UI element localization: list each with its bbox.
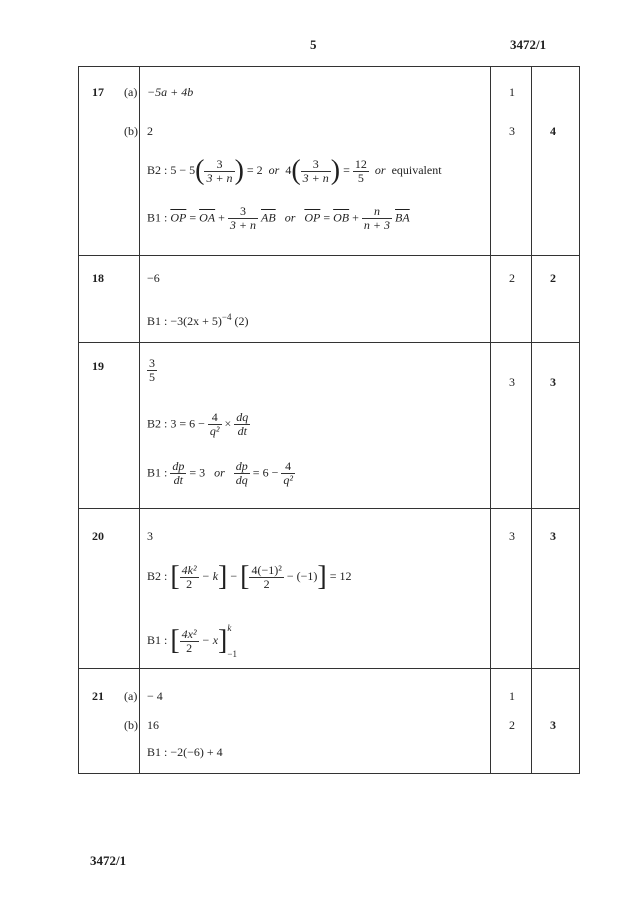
part-label: (a) xyxy=(124,85,138,99)
row-divider xyxy=(79,508,579,509)
paper-code-header: 3472/1 xyxy=(510,37,547,52)
bracket-left: [ xyxy=(170,625,180,656)
fraction xyxy=(281,460,295,487)
numerator: dp xyxy=(172,459,185,473)
numerator: 4x² xyxy=(181,626,197,641)
sub-mark: 2 xyxy=(509,718,515,732)
vector: $\overline{OA}$ xyxy=(199,210,216,225)
working-b1-20 xyxy=(147,615,237,667)
denominator: 2 xyxy=(263,576,270,591)
answer-21a: − 4 xyxy=(147,689,163,703)
paper-code-footer: 3472/1 xyxy=(90,853,127,868)
denominator: 2 xyxy=(186,576,193,591)
sub-mark: 3 xyxy=(509,124,515,138)
fraction xyxy=(249,564,283,591)
denominator: dq xyxy=(235,473,248,487)
answer-21b: 16 xyxy=(147,718,159,732)
expression: − (−1) xyxy=(286,568,318,583)
total-mark: 2 xyxy=(550,271,556,285)
paren-left: ( xyxy=(195,155,205,186)
fraction xyxy=(353,158,369,185)
numerator: 4 xyxy=(281,460,295,474)
vector: $\overline{OP}$ xyxy=(304,210,321,225)
numerator: 4(−1)² xyxy=(251,562,282,577)
paren-right: ) xyxy=(330,155,341,186)
times-sign: × xyxy=(224,416,232,431)
answer-17b: 2 xyxy=(147,124,153,138)
working-b1-17: B1 : $\overline{OP} = \overline{OA}$ + $\frac{3}{3 + n}$ $\overline{AB}$ or $\overline{OP} = \overline{OB}$ + $\frac{n}{n + 3}$ $\overline{BA}$ xyxy=(147,204,410,232)
question-number: 17 xyxy=(92,85,104,99)
numerator: 3 xyxy=(301,158,331,172)
expression: −3(2x + 5) xyxy=(170,314,222,328)
fraction xyxy=(228,205,258,232)
denominator: q² xyxy=(209,424,220,438)
denominator: 2 xyxy=(186,640,193,655)
numerator: n xyxy=(362,205,392,219)
denominator: 3 + n xyxy=(229,218,257,232)
expression: 3 = 6 − xyxy=(170,416,205,431)
vector: $\overline{AB}$ xyxy=(261,210,276,225)
expression: 4 xyxy=(285,162,292,177)
working-b2-17: B2 : 5 − 5( $\frac{3}{3 + n}$ ) = 2 or 4( $\frac{3}{3 + n}$ ) = $\frac{12}{5}$ or equivalent xyxy=(147,155,442,186)
numerator: 3 xyxy=(204,158,234,172)
denominator: dt xyxy=(237,424,247,438)
total-mark: 3 xyxy=(550,529,556,543)
working-b2-19 xyxy=(147,411,250,438)
denominator: q² xyxy=(283,473,293,487)
or-word: or xyxy=(374,162,386,177)
vector: $\overline{OB}$ xyxy=(333,210,350,225)
row-divider xyxy=(79,668,579,669)
expression: 5 − 5 xyxy=(170,162,196,177)
paren-left: ( xyxy=(291,155,301,186)
fraction xyxy=(170,460,186,487)
denominator: 3 + n xyxy=(302,170,329,185)
expression: = 2 xyxy=(246,162,263,177)
fraction xyxy=(234,460,250,487)
sub-mark: 1 xyxy=(509,689,515,703)
question-number: 18 xyxy=(92,271,104,285)
numerator: dq xyxy=(236,410,249,424)
fraction xyxy=(147,357,157,384)
bracket-right: ] xyxy=(317,561,327,592)
or-word: or xyxy=(284,210,296,225)
bracket-left: [ xyxy=(240,561,250,592)
working-b1-21 xyxy=(147,745,223,760)
numerator: 12 xyxy=(354,156,367,171)
exponent: −4 xyxy=(221,312,232,322)
denominator: dt xyxy=(173,473,184,487)
method-label: B2 : xyxy=(147,416,168,431)
numerator: 3 xyxy=(228,205,258,219)
method-label: B1 : xyxy=(147,314,168,328)
fraction xyxy=(180,564,199,591)
question-number: 19 xyxy=(92,359,104,373)
method-label: B1 : xyxy=(147,465,168,480)
marking-scheme-table xyxy=(78,66,580,774)
upper-limit: k xyxy=(227,623,232,633)
vector: $\overline{BA}$ xyxy=(395,210,410,225)
fraction xyxy=(180,628,199,655)
total-mark: 3 xyxy=(550,718,556,732)
expression: (2) xyxy=(234,314,249,328)
row-divider xyxy=(79,255,579,256)
fraction xyxy=(204,158,234,185)
sub-mark: 3 xyxy=(509,375,515,389)
part-label: (a) xyxy=(124,689,138,703)
total-mark: 3 xyxy=(550,375,556,389)
part-label: (b) xyxy=(124,124,138,138)
fraction xyxy=(208,411,222,438)
limits xyxy=(227,615,237,667)
answer-20: 3 xyxy=(147,529,153,543)
bracket-left: [ xyxy=(170,561,180,592)
question-number: 20 xyxy=(92,529,104,543)
sub-mark: 1 xyxy=(509,85,515,99)
or-word: or xyxy=(268,162,280,177)
fraction xyxy=(234,411,250,438)
expression: −2(−6) + 4 xyxy=(170,745,223,759)
numerator: dp xyxy=(235,459,248,473)
fraction xyxy=(362,205,392,232)
page-number: 5 xyxy=(310,37,317,52)
expression: − x xyxy=(201,632,219,647)
part-label: (b) xyxy=(124,718,138,732)
denominator: 5 xyxy=(357,170,364,185)
expression: = 12 xyxy=(329,568,352,583)
fraction xyxy=(301,158,331,185)
answer-18: −6 xyxy=(147,271,160,285)
or-word: or xyxy=(214,465,225,480)
working-b2-20 xyxy=(147,561,351,593)
bracket-right: ] xyxy=(218,625,228,656)
method-label: B2 : xyxy=(147,162,168,177)
row-divider xyxy=(79,342,579,343)
working-b1-19 xyxy=(147,460,295,487)
sub-mark: 2 xyxy=(509,271,515,285)
sub-mark: 3 xyxy=(509,529,515,543)
expression: = 6 − xyxy=(252,465,279,480)
total-mark: 4 xyxy=(550,124,556,138)
expression: − xyxy=(230,568,238,583)
denominator: 3 + n xyxy=(206,170,233,185)
bracket-right: ] xyxy=(218,561,228,592)
expression: − k xyxy=(201,568,219,583)
denominator: n + 3 xyxy=(363,218,391,232)
vector: $\overline{OP}$ xyxy=(170,210,187,225)
method-label: B2 : xyxy=(147,568,168,583)
answer-19 xyxy=(147,357,157,384)
paren-right: ) xyxy=(234,155,244,186)
lower-limit: −1 xyxy=(227,649,237,659)
numerator: 4k² xyxy=(181,562,197,577)
question-number: 21 xyxy=(92,689,104,703)
answer-17a: −5a + 4b xyxy=(147,85,194,99)
expression: = 3 xyxy=(189,465,206,480)
method-label: B1 : xyxy=(147,632,168,647)
denominator: 5 xyxy=(149,370,155,384)
equivalent-note: equivalent xyxy=(391,162,442,177)
numerator: 3 xyxy=(149,356,155,370)
working-b1-18 xyxy=(147,312,248,329)
method-label: B1 : xyxy=(147,745,168,759)
numerator: 4 xyxy=(208,411,222,425)
method-label: B1 : xyxy=(147,210,168,225)
